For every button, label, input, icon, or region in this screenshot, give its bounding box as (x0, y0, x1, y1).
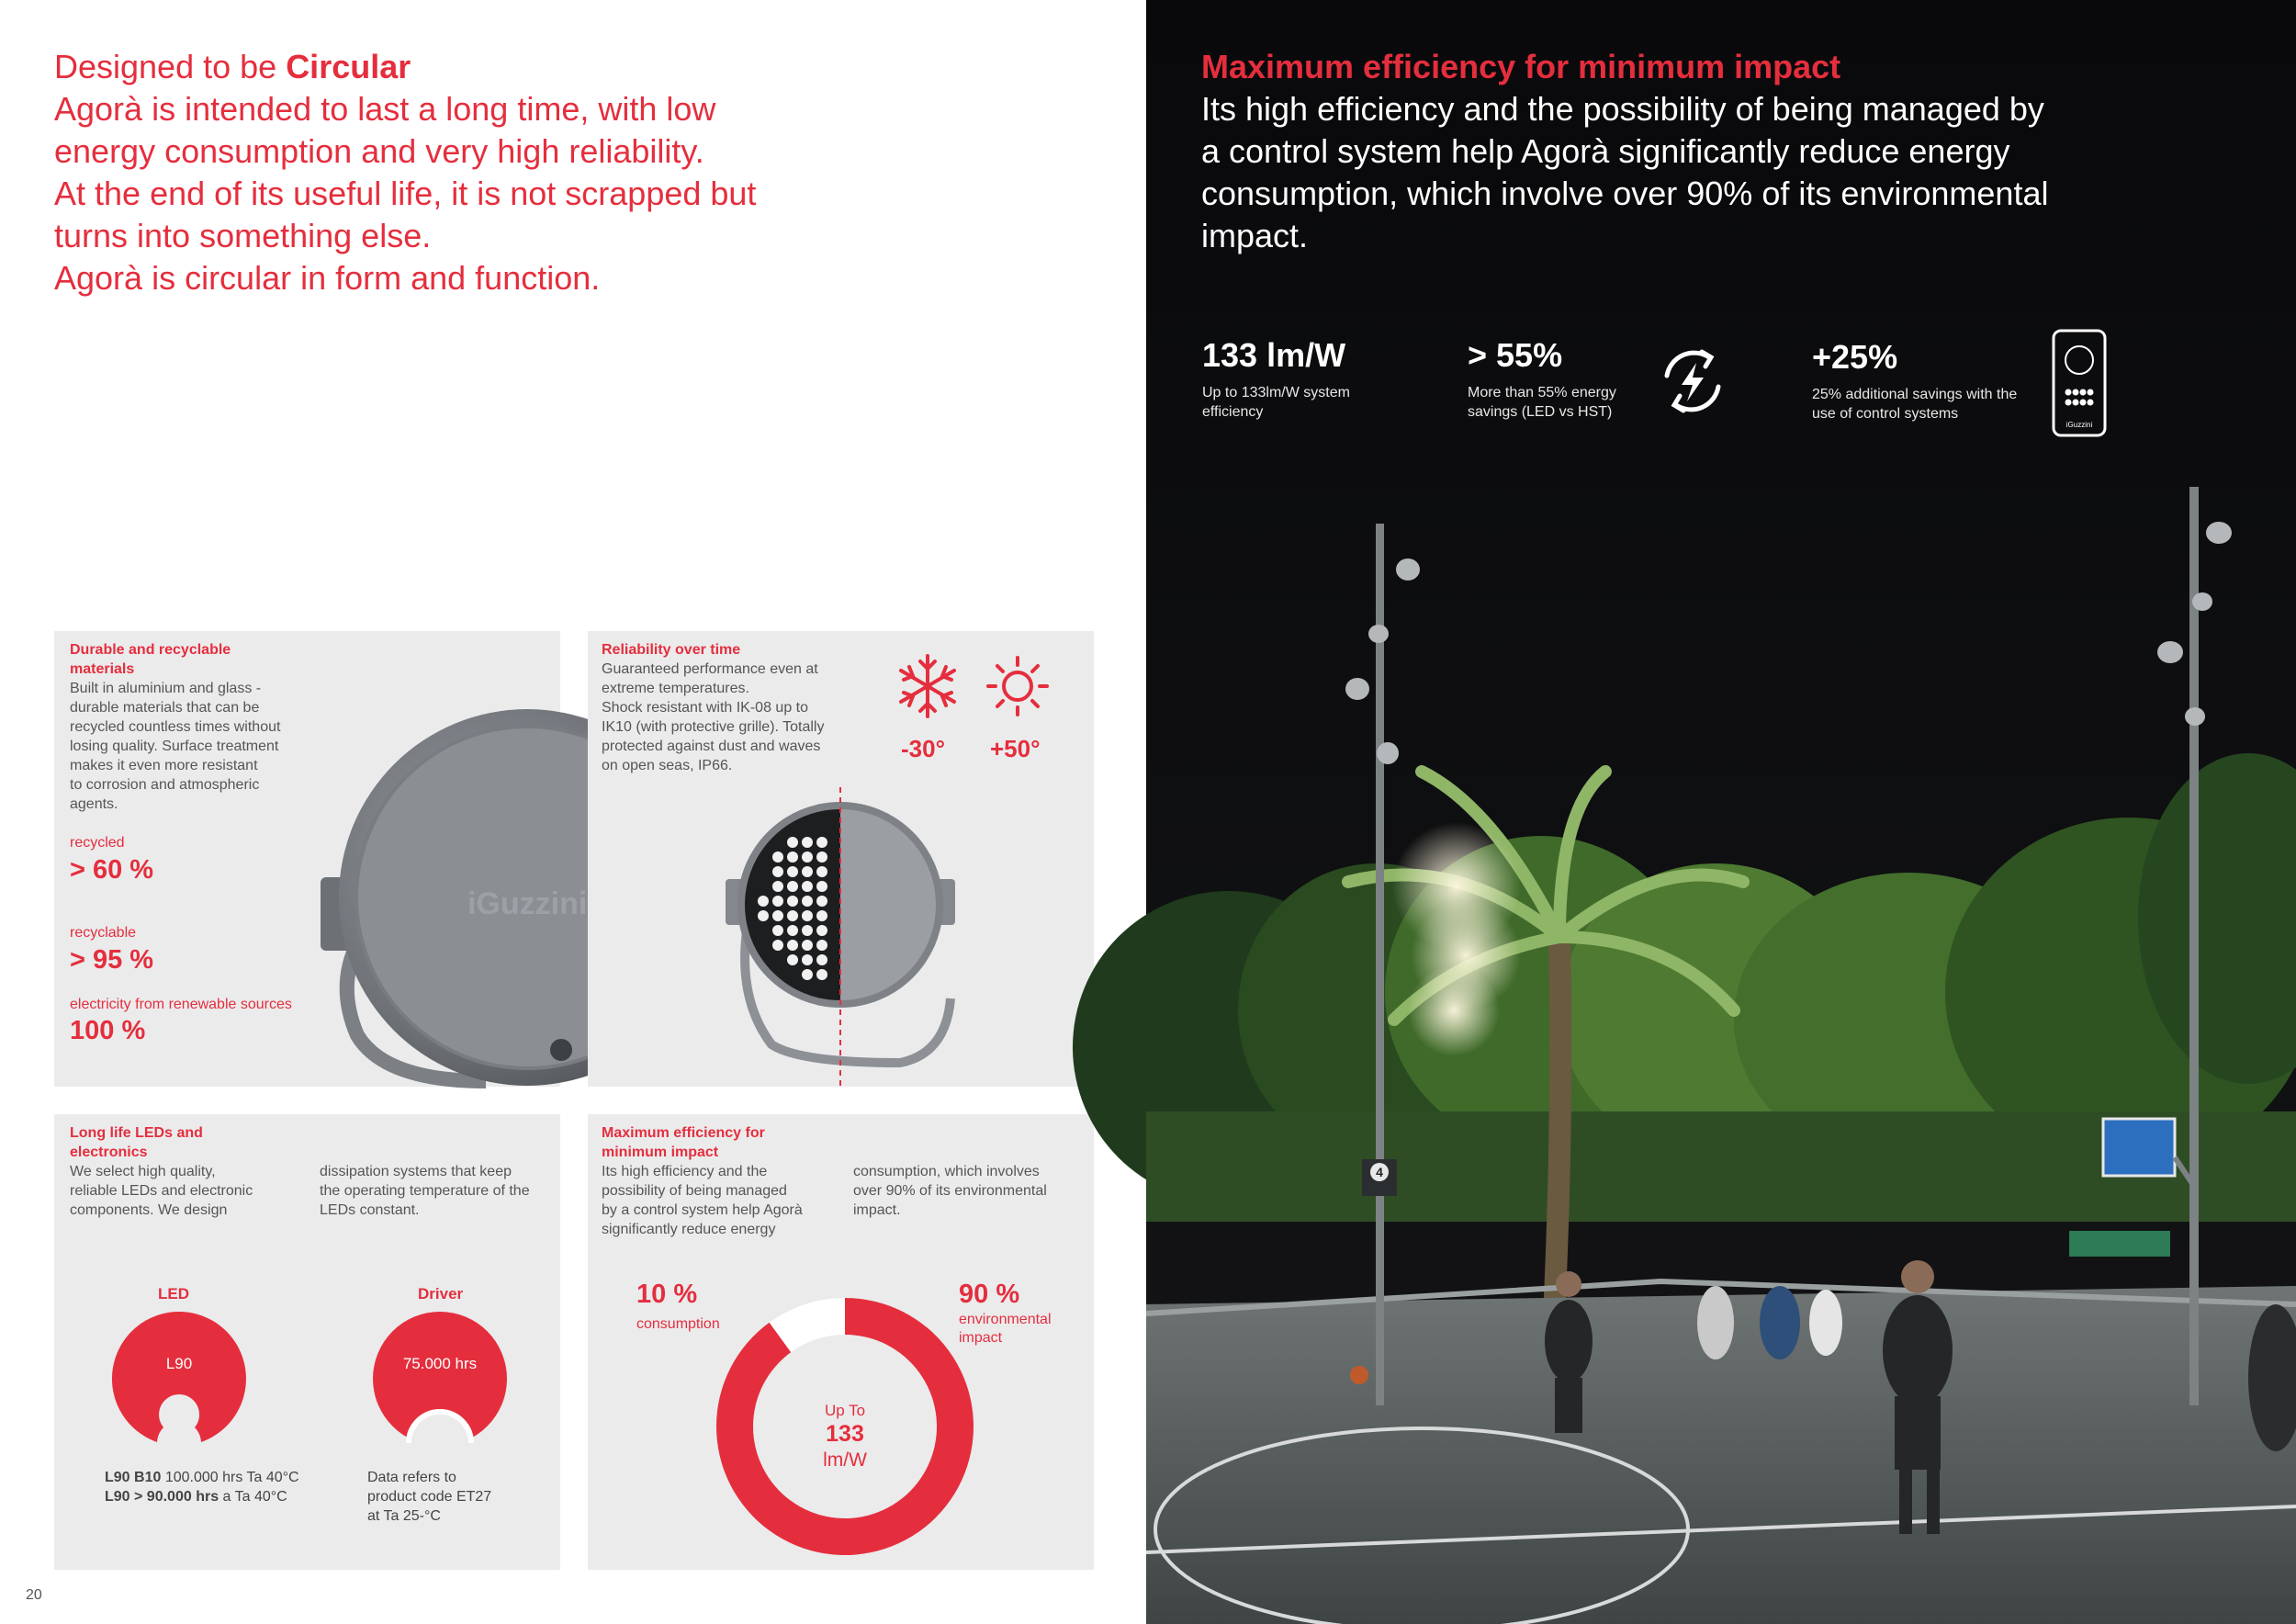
metric-energy-savings (1468, 335, 1670, 422)
led-dot (802, 940, 813, 951)
green-sign (2069, 1231, 2170, 1257)
card-long-life-leds (54, 1114, 560, 1570)
led-dot (758, 910, 769, 921)
led-lifetime-icon (106, 1307, 253, 1454)
metric-value: +25% (1812, 338, 1898, 376)
product-logo: iGuzzini (467, 886, 588, 921)
led-dot (802, 837, 813, 848)
energy-cycle-icon (1656, 344, 1729, 418)
driver-lifetime-icon (366, 1307, 513, 1454)
led-label: LED (158, 1285, 189, 1303)
sign-number: 4 (1376, 1165, 1383, 1179)
card-body: Built in aluminium and glass - durable materials that can be recycled countless times without losing quality. Surface treatment makes it even more resistant to corrosion and atmospheric agents. (70, 681, 281, 812)
led-dot (816, 940, 827, 951)
led-inner-text: L90 (165, 1355, 193, 1372)
snowflake-icon (891, 654, 964, 718)
intro-line: turns into something else. (54, 217, 432, 254)
luminaire-back-image (321, 677, 588, 1087)
led-dot (802, 954, 813, 965)
left-page (0, 0, 1146, 1624)
led-dot (816, 910, 827, 921)
stat-value-recyclable: > 95 % (70, 945, 154, 975)
led-dot (816, 896, 827, 907)
led-dot (787, 910, 798, 921)
temp-low: -30° (901, 735, 945, 762)
stat-value-recycled: > 60 % (70, 855, 154, 885)
card-reliability (588, 631, 1094, 1087)
basketball-backboard (2103, 1119, 2175, 1176)
donut-center-value: 133 (826, 1421, 864, 1447)
card-title: Long life LEDs and electronics (70, 1125, 203, 1160)
led-dot (787, 837, 798, 848)
right-title: Maximum efficiency for minimum impact (1201, 48, 1841, 85)
card-durable-materials (54, 631, 588, 1087)
stat-label-recyclable: recyclable (70, 925, 137, 941)
consumption-value: 10 % (636, 1280, 698, 1309)
impact-label: environmental impact (959, 1312, 1052, 1346)
led-dot (772, 925, 783, 936)
card-body-col2: consumption, which involves over 90% of its environmental impact. (853, 1164, 1047, 1218)
intro-line: energy consumption and very high reliability. (54, 132, 704, 170)
sun-icon (983, 654, 1052, 718)
donut-center-top: Up To (824, 1402, 866, 1419)
impact-value: 90 % (959, 1280, 1020, 1309)
led-dot (787, 896, 798, 907)
led-dot (802, 881, 813, 892)
led-dot (816, 954, 827, 965)
led-dot (772, 896, 783, 907)
led-dot (787, 940, 798, 951)
led-dot (772, 940, 783, 951)
stat-label-recycled: recycled (70, 835, 125, 851)
right-heading: Maximum efficiency for minimum impact Its high efficiency and the possibility of being managed by a control system help Agorà significantly reduce energy consumption, which involve over 90% of its environmental impact. (1201, 46, 2175, 257)
card-title: Durable and recyclable materials (70, 642, 231, 677)
metric-desc: Up to 133lm/W system efficiency (1202, 385, 1350, 420)
led-note: L90 B10 100.000 hrs Ta 40°C L90 > 90.000 hrs a Ta 40°C (105, 1470, 299, 1505)
led-dot (787, 881, 798, 892)
led-dot (787, 954, 798, 965)
led-dot (802, 866, 813, 877)
consumption-label: consumption (636, 1316, 720, 1332)
card-body-col2: dissipation systems that keep the operating temperature of the LEDs constant. (320, 1164, 530, 1218)
driver-note: Data refers to product code ET27 at Ta 25-°C (367, 1470, 492, 1524)
impact-donut-chart (707, 1289, 983, 1564)
card-body-col1: Its high efficiency and the possibility of being managed by a control system help Agorà significantly reduce energy (602, 1164, 803, 1237)
led-dot (802, 969, 813, 980)
metric-efficiency (1202, 335, 1413, 422)
luminaire-front-image (716, 787, 964, 1087)
led-dot (787, 925, 798, 936)
intro-text (54, 46, 973, 299)
card-title: Reliability over time (602, 642, 741, 658)
stat-label-renewable: electricity from renewable sources (70, 997, 292, 1012)
luminaire-cover (840, 809, 936, 1000)
card-body-col1: We select high quality, reliable LEDs and electronic components. We design (70, 1164, 253, 1218)
intro-title: Designed to be Circular (54, 48, 411, 85)
intro-line: Agorà is circular in form and function. (54, 259, 601, 297)
lamp-glow (1408, 964, 1500, 1056)
card-body: Guaranteed performance even at extreme temperatures. Shock resistant with IK-08 up to IK10 (with protective grille). Totally protected against dust and waves on open seas, IP66. (602, 661, 825, 773)
cable-gland (550, 1039, 572, 1061)
led-dot (758, 896, 769, 907)
phone-brand: iGuzzini (2065, 421, 2093, 429)
metric-desc: 25% additional savings with the use of control systems (1812, 387, 2018, 422)
led-dot (816, 881, 827, 892)
metric-value: > 55% (1468, 336, 1563, 374)
driver-label: Driver (418, 1285, 464, 1303)
led-dot (816, 925, 827, 936)
led-dot (802, 896, 813, 907)
led-dot (787, 851, 798, 863)
metric-control-savings (1812, 337, 2051, 423)
donut-center-unit: lm/W (823, 1449, 867, 1471)
led-dot (772, 910, 783, 921)
led-dot (787, 866, 798, 877)
basketball (1350, 1366, 1368, 1384)
led-dot (772, 851, 783, 863)
led-dot (816, 969, 827, 980)
card-efficiency (588, 1114, 1094, 1570)
metric-desc: More than 55% energy savings (LED vs HST) (1468, 385, 1616, 420)
page-number: 20 (26, 1587, 42, 1603)
led-dot (802, 910, 813, 921)
smartphone-icon (2051, 328, 2108, 438)
intro-line: At the end of its useful life, it is not scrapped but (54, 175, 757, 212)
led-dot (802, 925, 813, 936)
driver-inner-text: 75.000 hrs (402, 1355, 478, 1372)
card-title: Maximum efficiency for minimum impact (602, 1125, 765, 1160)
led-dot (816, 837, 827, 848)
metric-value: 133 lm/W (1202, 336, 1346, 374)
led-dot (772, 866, 783, 877)
led-dot (802, 851, 813, 863)
led-dot (772, 881, 783, 892)
intro-line: Agorà is intended to last a long time, with low (54, 90, 716, 128)
led-notch (157, 1421, 201, 1465)
led-dot (816, 866, 827, 877)
temp-high: +50° (990, 735, 1041, 762)
right-page (1146, 0, 2296, 1624)
led-dot (816, 851, 827, 863)
stat-value-renewable: 100 % (70, 1016, 146, 1045)
